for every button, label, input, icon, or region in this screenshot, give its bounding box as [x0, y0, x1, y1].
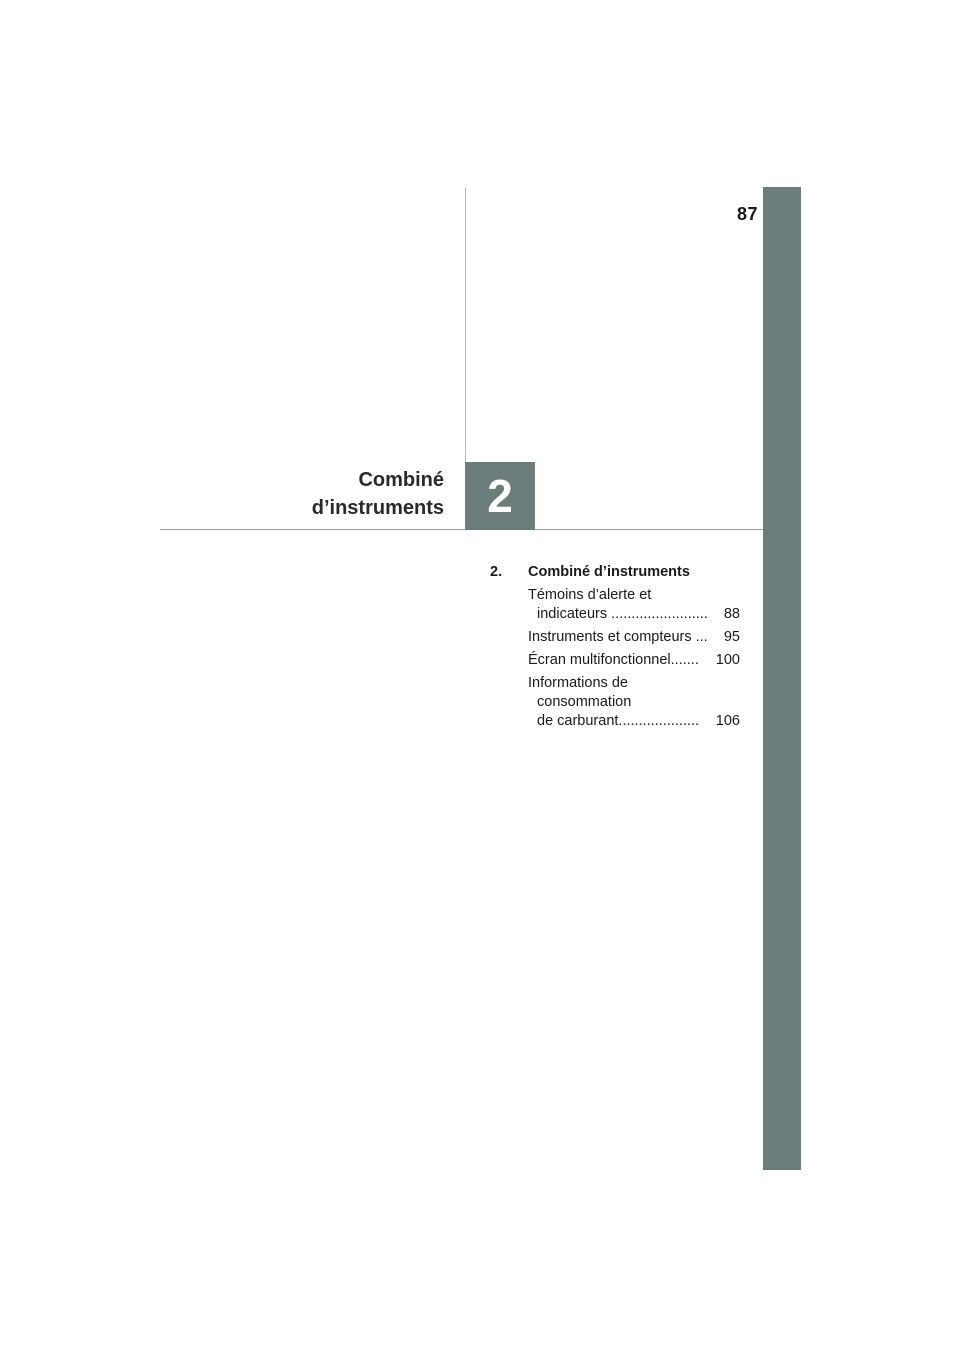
- toc-entry-page: 88: [723, 606, 740, 622]
- vertical-divider: [465, 187, 466, 463]
- toc-entry-gauges-meters[interactable]: [528, 628, 740, 647]
- horizontal-divider: [160, 529, 763, 530]
- toc-entry-leader-line: [528, 628, 740, 647]
- table-of-contents: [490, 563, 740, 731]
- toc-entry-page: 106: [715, 713, 740, 729]
- toc-entry-multi-info-display[interactable]: [528, 651, 740, 670]
- toc-entry-text: de carburant....................: [537, 713, 699, 729]
- toc-entry-page: 95: [723, 629, 740, 645]
- toc-entry-leader-line: [528, 651, 740, 670]
- toc-entry-text: Informations de: [528, 675, 628, 691]
- chapter-title-line-2: d’instruments: [311, 497, 444, 519]
- toc-entry-text: Instruments et compteurs ...: [528, 629, 708, 645]
- toc-section-heading[interactable]: [490, 563, 740, 582]
- toc-section-number: 2.: [490, 564, 503, 580]
- chapter-number-box: 2: [465, 462, 535, 530]
- chapter-title-line-1: Combiné: [358, 469, 444, 491]
- toc-entry-leader-line: [528, 605, 740, 624]
- toc-entry-text: Écran multifonctionnel.......: [528, 652, 699, 668]
- toc-entry-leader-line: [528, 712, 740, 731]
- toc-entry-text: indicateurs ........................: [537, 606, 708, 622]
- toc-entry-warning-lights[interactable]: [528, 586, 740, 624]
- toc-entry-text: consommation: [537, 694, 632, 710]
- toc-entry-text: Témoins d’alerte et: [528, 587, 652, 603]
- toc-section-title: Combiné d’instruments: [528, 564, 690, 580]
- chapter-title: [200, 466, 444, 522]
- page-number: 87: [736, 204, 758, 224]
- toc-entry-fuel-consumption[interactable]: [528, 674, 740, 731]
- toc-entry-page: 100: [715, 652, 740, 668]
- chapter-side-tab: [763, 187, 801, 1170]
